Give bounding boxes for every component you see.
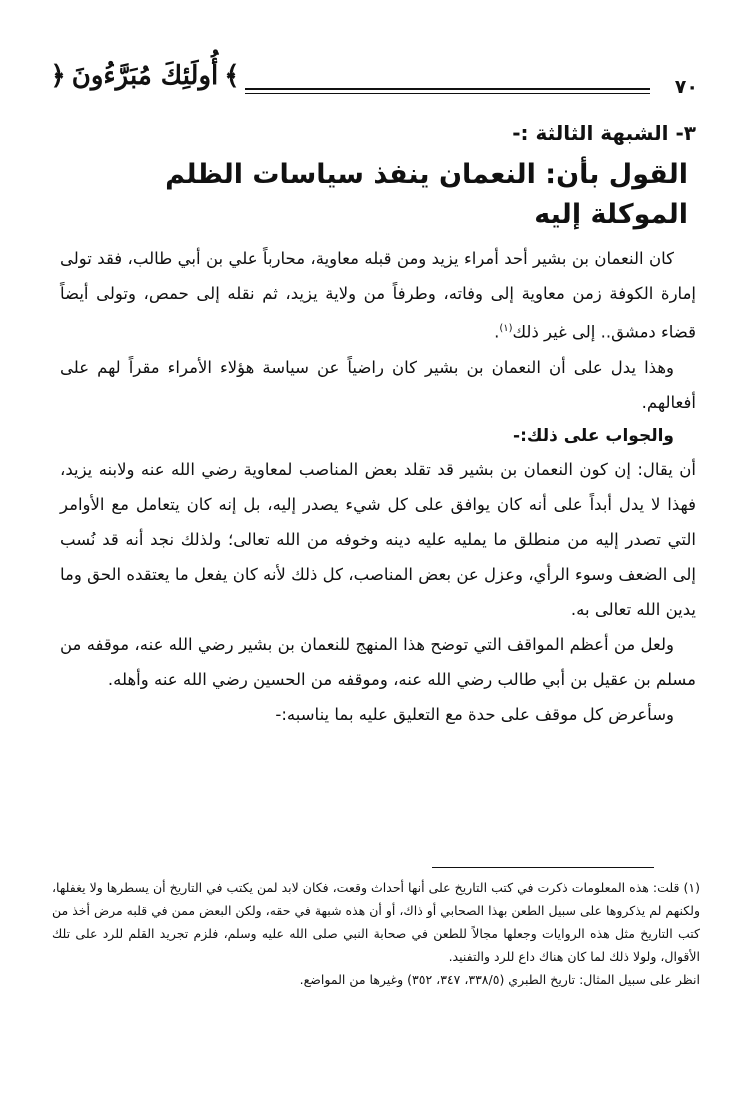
- footnotes: [52, 876, 700, 991]
- answer-paragraph-2: ولعل من أعظم المواقف التي توضح هذا المنهج للنعمان بن بشير رضي الله عنه، موقفه من مسلم بن عقيل بن أبي طالب رضي الله عنه، وموقفه من الحسين رضي الله عنه وأهله.: [60, 634, 696, 689]
- header-rule: [245, 88, 650, 94]
- answer-paragraph-3: وسأعرض كل موقف على حدة مع التعليق عليه بما يناسبه:-: [275, 704, 674, 724]
- paragraph-2: وهذا يدل على أن النعمان بن بشير كان راضياً عن سياسة هؤلاء الأمراء مقراً لهم على أفعالهم.: [60, 357, 696, 412]
- book-title: أُولَئِكَ مُبَرَّءُونَ: [71, 61, 219, 91]
- footnote-reference[interactable]: (١): [499, 323, 513, 334]
- page-header: [50, 48, 698, 98]
- page-number: ٧٠: [674, 76, 698, 98]
- answer-paragraph-1: أن يقال: إن كون النعمان بن بشير قد تقلد بعض المناصب لمعاوية رضي الله عنه ولابنه يزيد، فهذا لا يدل أبداً على أنه كان يوافق على كل شيء يصدر إليه، بل إنه كان يتعامل مع الأوامر التي تصدر إليه من منطلق ما يمليه عليه دينه وخوفه من الله تعالى؛ ولذلك نجد أنه قد نُسب إلى الضعف وسوء الرأي، وعزل عن بعض المناصب، كل ذلك لأنه كان يفعل ما يعتقده الحق وما يدين الله تعالى به.: [60, 459, 696, 619]
- section-title: القول بأن: النعمان ينفذ سياسات الظلم الموكلة إليه: [165, 159, 688, 230]
- answer-heading: والجواب على ذلك:-: [513, 425, 674, 446]
- ornament-right-bracket: ﴾: [224, 61, 240, 91]
- book-title-ornament: [50, 48, 240, 104]
- footnote-separator: [432, 867, 654, 868]
- ornament-left-bracket: ﴿: [50, 61, 66, 91]
- paragraph-1: كان النعمان بن بشير أحد أمراء يزيد ومن قبله معاوية، محارباً علي بن أبي طالب، فقد تولى إمارة الكوفة زمن معاوية إلى وفاته، وطرفاً من ولاية يزيد، ثم نقله إلى حمص، وتولى أيضاً قضاء دمشق.. إلى غير ذلك$^{(١)}$.: [60, 249, 696, 342]
- section-heading: ٣- الشبهة الثالثة :-: [512, 121, 696, 145]
- page-body: [60, 115, 696, 732]
- paragraph-1-text: كان النعمان بن بشير أحد أمراء يزيد ومن قبله معاوية، محارباً علي بن أبي طالب، فقد تولى إمارة الكوفة زمن معاوية إلى وفاته، وطرفاً من ولاية يزيد، ثم نقله إلى حمص، وتولى أيضاً قضاء دمشق.. إلى غير ذلك: [60, 249, 696, 342]
- footnote-1: (١) قلت: هذه المعلومات ذكرت في كتب التاريخ على أنها أحداث وقعت، فكان لابد لمن يكتب في التاريخ أن يسطرها ولا يغفلها، ولكنهم لم يذكروها على سبيل الطعن بهذا الصحابي أو ذاك، أو أن هذه شبهة في حقه، ولكن البعض ممن في قلبه مرض أخذ من كتب التاريخ مثل هذه الروايات وجعلها مجالاً للطعن في صحابة النبي صلى الله عليه وسلم، فلزم تجريد القلم للرد على تلك الأقوال، ولولا ذلك لما كان هناك داع للرد والتفنيد.: [52, 880, 700, 964]
- footnote-1-source: انظر على سبيل المثال: تاريخ الطبري (٣٣٨/٥، ٣٤٧، ٣٥٢) وغيرها من المواضع.: [299, 972, 700, 987]
